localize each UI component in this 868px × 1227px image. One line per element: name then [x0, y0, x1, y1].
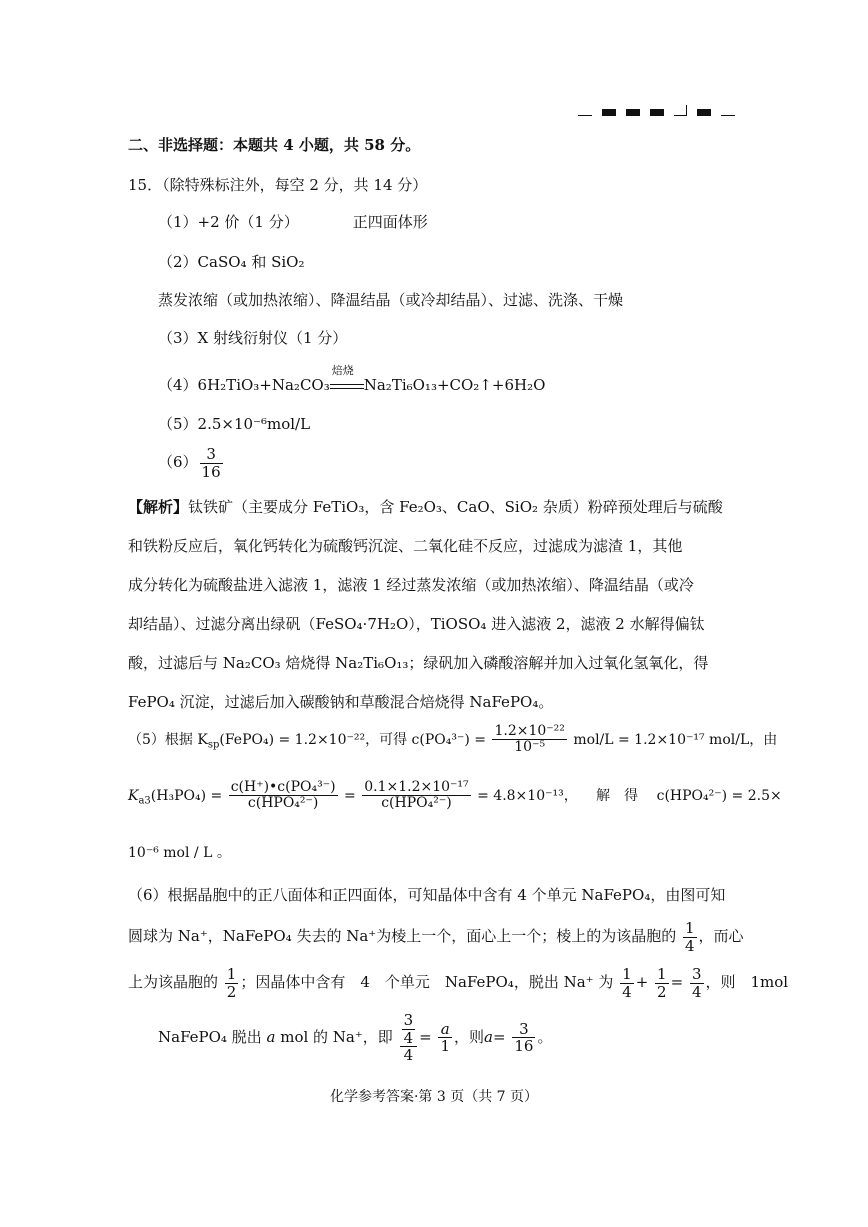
analysis-5-line-3: 10⁻⁶ mol / L 。 — [128, 845, 231, 861]
header-marks — [578, 104, 735, 116]
analysis-line-6: FePO₄ 沉淀，过滤后加入碳酸钠和草酸混合焙烧得 NaFePO₄。 — [128, 693, 554, 711]
section-title: 二、非选择题：本题共 4 小题，共 58 分。 — [128, 136, 421, 154]
answer-6: （6） $\frac{3}{16}$ — [158, 445, 221, 481]
analysis-line-3: 成分转化为硫酸盐进入滤液 1，滤液 1 经过蒸发浓缩（或加热浓缩）、降温结晶（或冷 — [128, 576, 694, 594]
analysis-6-line-2: 圆球为 Na⁺，NaFePO₄ 失去的 Na⁺为棱上一个，面心上一个；棱上的为该晶胞的 $\frac{1}{4}$ ，而心 — [128, 919, 744, 955]
analysis-6-line-4: NaFePO₄ 脱出 a mol 的 Na⁺，即 $\frac{\frac{3}{4}}{4}$ = $\frac{a}{1}$ ，则a= $\frac{3}{16}$ 。 — [158, 1011, 553, 1064]
answer-2: （2）CaSO₄ 和 SiO₂ — [158, 253, 305, 271]
analysis-line-2: 和铁粉反应后，氧化钙转化为硫酸钙沉淀、二氧化硅不反应，过滤成为滤渣 1，其他 — [128, 537, 683, 555]
answer-3: （3）X 射线衍射仪（1 分） — [158, 329, 348, 347]
analysis-5-line-2: $K_{a3}(H_3PO_4)$ = $\frac{\text{c(H⁺)•c(PO₄³⁻)}}{\text{c(HPO₄²⁻)}}$ = $\frac{\text{0.1×1.2×10⁻¹⁷}}{\text{c(HPO₄²⁻)}}$ = 4.8×10⁻¹³， 解 得 c(HPO₄²⁻) = 2.5× — [128, 779, 782, 812]
analysis-line-1: 【解析】钛铁矿（主要成分 FeTiO₃，含 Fe₂O₃、CaO、SiO₂ 杂质）粉碎预处理后与硫酸 — [128, 498, 723, 516]
page-footer: 化学参考答案·第 3 页（共 7 页） — [329, 1089, 539, 1105]
analysis-line-4: 却结晶）、过滤分离出绿矾（FeSO₄·7H₂O），TiOSO₄ 进入滤液 2，滤液 2 水解得偏钛 — [128, 615, 705, 633]
answer-1: （1）+2 价（1 分） 正四面体形 — [158, 213, 428, 231]
analysis-6-line-3: 上为该晶胞的 $\frac{1}{2}$ ；因晶体中含有 4 个单元 NaFePO₄，脱出 Na⁺ 为 $\frac{1}{4}$ + $\frac{1}{2}$ = $\frac{3}{4}$ ，则 1mol — [128, 965, 789, 1001]
analysis-line-5: 酸，过滤后与 Na₂CO₃ 焙烧得 Na₂Ti₆O₁₃；绿矾加入磷酸溶解并加入过氧化氢氧化，得 — [128, 654, 709, 672]
analysis-6-line-1: （6）根据晶胞中的正八面体和正四面体，可知晶体中含有 4 个单元 NaFePO₄，由图可知 — [128, 886, 726, 904]
q15-title: 15．（除特殊标注外，每空 2 分，共 14 分） — [128, 176, 428, 194]
answer-5: （5）2.5×10⁻⁶mol/L — [158, 415, 311, 433]
answer-2-steps: 蒸发浓缩（或加热浓缩）、降温结晶（或冷却结晶）、过滤、洗涤、干燥 — [158, 291, 624, 309]
answer-4: （4）6H₂TiO₃+Na₂CO₃ 焙烧 Na₂Ti₆O₁₃+CO₂↑+6H₂O — [158, 364, 546, 394]
analysis-5-line-1: （5）根据 $K_{sp}(FePO_4) = 1.2\times 10^{-22}$，可得 c(PO₄³⁻) = $\frac{\text{1.2×10⁻²²}}{\text{10⁻⁵}}$ mol/L = 1.2×10⁻¹⁷ mol/L，由 — [128, 723, 778, 756]
